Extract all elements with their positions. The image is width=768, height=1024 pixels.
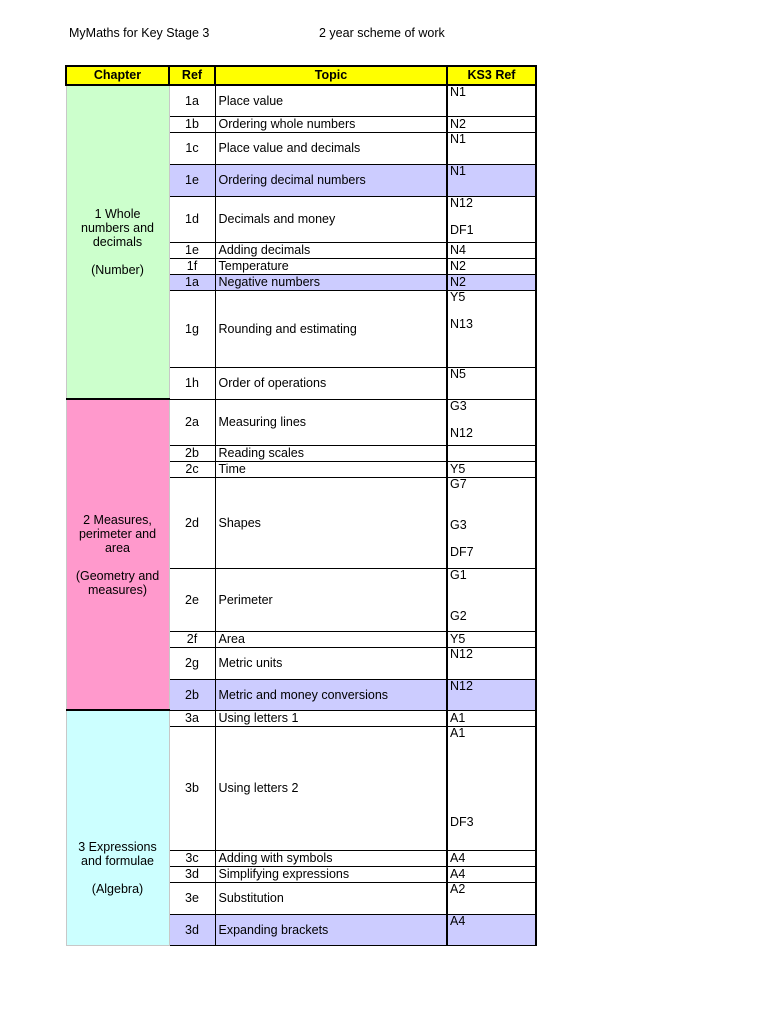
ref-cell: 3e <box>169 882 215 914</box>
topic-cell: Metric and money conversions <box>215 679 447 710</box>
ks3-code: DF3 <box>450 814 474 829</box>
chapter-cell-3 <box>66 710 169 945</box>
ref-cell: 3b <box>169 726 215 850</box>
ref-cell: 2d <box>169 477 215 568</box>
topic-cell: Place value and decimals <box>215 132 447 164</box>
topic-cell: Ordering whole numbers <box>215 116 447 132</box>
ref-cell: 1e <box>169 164 215 196</box>
ks3-cell <box>447 882 536 914</box>
topic-cell: Negative numbers <box>215 274 447 290</box>
ref-cell: 1a <box>169 274 215 290</box>
ks3-cell <box>447 568 536 631</box>
topic-cell: Expanding brackets <box>215 914 447 945</box>
ks3-cell <box>447 647 536 679</box>
ks3-code: N12 <box>450 195 473 210</box>
ks3-cell <box>447 866 536 882</box>
ks3-cell <box>447 367 536 399</box>
ref-cell: 2a <box>169 399 215 445</box>
ks3-code: N5 <box>450 366 466 381</box>
ks3-cell <box>447 164 536 196</box>
topic-cell: Decimals and money <box>215 196 447 242</box>
topic-cell: Place value <box>215 85 447 116</box>
ref-cell: 3a <box>169 710 215 726</box>
ks3-code: N1 <box>450 85 466 99</box>
ks3-code: A4 <box>450 866 466 881</box>
ks3-code: Y5 <box>450 461 466 476</box>
topic-cell: Shapes <box>215 477 447 568</box>
ks3-code: N2 <box>450 274 466 289</box>
ref-cell: 3d <box>169 866 215 882</box>
ks3-code: A4 <box>450 913 466 928</box>
ks3-cell <box>447 399 536 445</box>
topic-cell: Using letters 1 <box>215 710 447 726</box>
scheme-table <box>65 65 537 946</box>
topic-cell: Adding with symbols <box>215 850 447 866</box>
ks3-code: N1 <box>450 131 466 146</box>
ref-cell: 3c <box>169 850 215 866</box>
ks3-code: N12 <box>450 425 473 440</box>
ks3-code: N2 <box>450 258 466 273</box>
column-header-topic: Topic <box>215 66 447 85</box>
ks3-code: A2 <box>450 881 466 896</box>
document-title: MyMaths for Key Stage 3 <box>69 26 210 40</box>
topic-cell: Metric units <box>215 647 447 679</box>
ks3-code: N12 <box>450 678 473 693</box>
ks3-code: G3 <box>450 398 467 413</box>
topic-cell: Substitution <box>215 882 447 914</box>
topic-cell: Simplifying expressions <box>215 866 447 882</box>
ref-cell: 1e <box>169 242 215 258</box>
chapter-subtitle: (Geometry and measures) <box>75 568 160 597</box>
chapter-subtitle: (Number) <box>91 263 144 277</box>
topic-cell: Rounding and estimating <box>215 290 447 367</box>
table-row <box>66 399 536 445</box>
ks3-cell <box>447 196 536 242</box>
ks3-cell <box>447 726 536 850</box>
ks3-cell <box>447 679 536 710</box>
ks3-code: G3 <box>450 517 467 532</box>
ks3-code: N12 <box>450 646 473 661</box>
ref-cell: 2c <box>169 461 215 477</box>
ks3-code: A1 <box>450 710 466 725</box>
ref-cell: 1a <box>169 85 215 116</box>
ks3-code: A1 <box>450 725 466 740</box>
topic-cell: Measuring lines <box>215 399 447 445</box>
ks3-code: Y5 <box>450 289 466 304</box>
ks3-cell <box>447 461 536 477</box>
ks3-code: A4 <box>450 850 466 865</box>
ks3-cell <box>447 477 536 568</box>
ks3-cell <box>447 242 536 258</box>
column-header-ks3: KS3 Ref <box>447 66 536 85</box>
chapter-cell-2 <box>66 399 169 710</box>
topic-cell: Area <box>215 631 447 647</box>
ks3-cell <box>447 290 536 367</box>
ref-cell: 3d <box>169 914 215 945</box>
ks3-cell <box>447 710 536 726</box>
ks3-cell <box>447 258 536 274</box>
chapter-cell-1 <box>66 85 169 399</box>
ref-cell: 1g <box>169 290 215 367</box>
ks3-code: N13 <box>450 316 473 331</box>
table-header-row <box>66 66 536 85</box>
ref-cell: 2f <box>169 631 215 647</box>
ref-cell: 1d <box>169 196 215 242</box>
topic-cell: Reading scales <box>215 445 447 461</box>
topic-cell: Order of operations <box>215 367 447 399</box>
ks3-code: DF1 <box>450 222 474 237</box>
ref-cell: 1b <box>169 116 215 132</box>
ks3-cell <box>447 132 536 164</box>
ks3-cell <box>447 445 536 461</box>
column-header-ref: Ref <box>169 66 215 85</box>
chapter-title: 1 Whole numbers and decimals <box>81 207 154 249</box>
ref-cell: 2b <box>169 679 215 710</box>
ks3-cell <box>447 274 536 290</box>
ks3-cell <box>447 631 536 647</box>
ks3-code: Y5 <box>450 631 466 646</box>
ref-cell: 2e <box>169 568 215 631</box>
ref-cell: 1f <box>169 258 215 274</box>
chapter-subtitle: (Algebra) <box>91 881 144 896</box>
ref-cell: 2g <box>169 647 215 679</box>
topic-cell: Ordering decimal numbers <box>215 164 447 196</box>
ks3-cell <box>447 850 536 866</box>
ks3-code: G7 <box>450 476 467 491</box>
table-row <box>66 85 536 116</box>
ks3-cell <box>447 116 536 132</box>
topic-cell: Perimeter <box>215 568 447 631</box>
ref-cell: 2b <box>169 445 215 461</box>
ks3-cell <box>447 85 536 116</box>
chapter-title: 2 Measures, perimeter and area <box>78 512 157 555</box>
ks3-code: N1 <box>450 163 466 178</box>
table-row <box>66 710 536 726</box>
ref-cell: 1c <box>169 132 215 164</box>
ks3-code: G1 <box>450 567 467 582</box>
ks3-code: N2 <box>450 116 466 131</box>
ref-cell: 1h <box>169 367 215 399</box>
chapter-title: 3 Expressions and formulae <box>78 839 157 868</box>
topic-cell: Temperature <box>215 258 447 274</box>
topic-cell: Time <box>215 461 447 477</box>
topic-cell: Adding decimals <box>215 242 447 258</box>
ks3-code: G2 <box>450 608 467 623</box>
scheme-title: 2 year scheme of work <box>319 26 445 40</box>
column-header-chapter: Chapter <box>66 66 169 85</box>
ks3-cell <box>447 914 536 945</box>
topic-cell: Using letters 2 <box>215 726 447 850</box>
ks3-code: N4 <box>450 242 466 257</box>
ks3-code: DF7 <box>450 544 474 559</box>
